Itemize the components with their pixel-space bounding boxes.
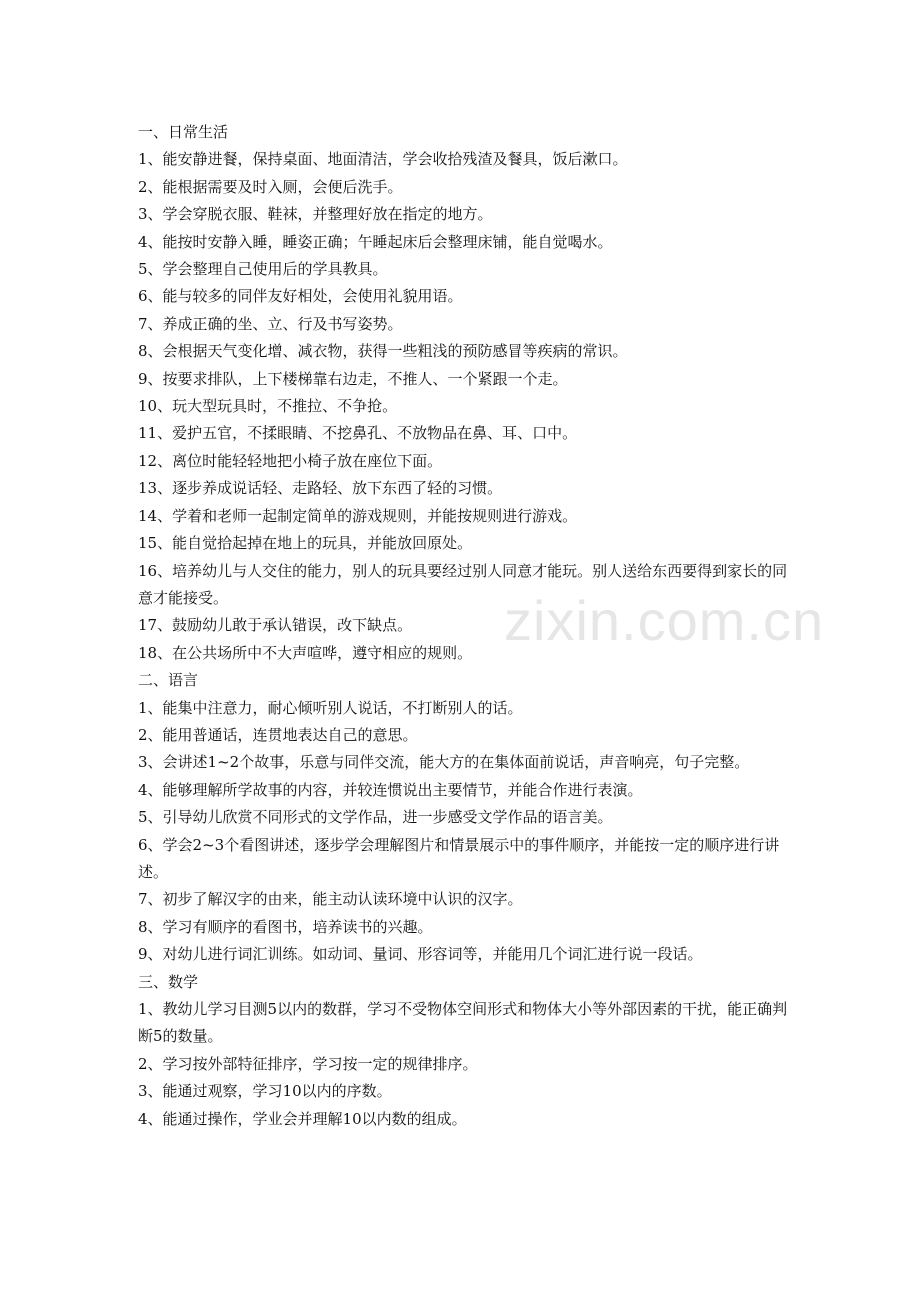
list-item: 10、玩大型玩具时，不推拉、不争抢。 (138, 397, 398, 416)
list-item: 2、能用普通话，连贯地表达自己的意思。 (138, 725, 418, 744)
list-item: 6、能与较多的同伴友好相处，会使用礼貌用语。 (138, 287, 463, 306)
list-item: 5、引导幼儿欣赏不同形式的文学作品，进一步感受文学作品的语言美。 (138, 808, 613, 827)
list-item: 15、能自觉拾起掉在地上的玩具，并能放回原处。 (138, 534, 473, 553)
document-body (138, 119, 788, 1133)
list-item: 4、能按时安静入睡，睡姿正确；午睡起床后会整理床铺，能自觉喝水。 (138, 232, 613, 251)
list-item: 8、会根据天气变化增、减衣物，获得一些粗浅的预防感冒等疾病的常识。 (138, 342, 628, 361)
list-item: 1、能安静进餐，保持桌面、地面清洁，学会收拾残渣及餐具，饭后漱口。 (138, 150, 628, 169)
list-item: 1、教幼儿学习目测5以内的数群，学习不受物体空间形式和物体大小等外部因素的干扰，能正确判断5的数量。 (138, 1000, 788, 1046)
list-item: 8、学习有顺序的看图书，培养读书的兴趣。 (138, 917, 433, 936)
list-item: 7、初步了解汉字的由来，能主动认读环境中认识的汉字。 (138, 890, 523, 909)
list-item: 18、在公共场所中不大声喧哗，遵守相应的规则。 (138, 643, 473, 662)
list-item: 11、爱护五官，不揉眼睛、不挖鼻孔、不放物品在鼻、耳、口中。 (138, 424, 578, 443)
list-item: 16、培养幼儿与人交住的能力，别人的玩具要经过别人同意才能玩。别人送给东西要得到家长的同意才能接受。 (138, 561, 788, 607)
list-item: 13、逐步养成说话轻、走路轻、放下东西了轻的习惯。 (138, 479, 503, 498)
list-item: 4、能通过操作，学业会并理解10以内数的组成。 (138, 1109, 467, 1128)
list-item: 3、会讲述1~2个故事，乐意与同伴交流，能大方的在集体面前说话，声音响亮，句子完整。 (138, 753, 750, 772)
list-item: 2、能根据需要及时入厕，会便后洗手。 (138, 177, 403, 196)
list-item: 6、学会2~3个看图讲述，逐步学会理解图片和情景展示中的事件顺序，并能按一定的顺序进行讲述。 (138, 835, 780, 881)
list-item: 9、按要求排队，上下楼梯靠右边走，不推人、一个紧跟一个走。 (138, 369, 568, 388)
list-item: 3、能通过观察，学习10以内的序数。 (138, 1082, 392, 1101)
list-item: 4、能够理解所学故事的内容，并较连惯说出主要情节，并能合作进行表演。 (138, 780, 643, 799)
list-item: 3、学会穿脱衣服、鞋袜，并整理好放在指定的地方。 (138, 205, 493, 224)
section-heading-math: 三、数学 (138, 972, 199, 991)
section-heading-daily-life: 一、日常生活 (138, 123, 229, 141)
list-item: 5、学会整理自己使用后的学具教具。 (138, 260, 388, 279)
list-item: 17、鼓励幼儿敢于承认错误，改下缺点。 (138, 616, 413, 635)
list-item: 1、能集中注意力，耐心倾听别人说话，不打断别人的话。 (138, 698, 523, 717)
list-item: 7、养成正确的坐、立、行及书写姿势。 (138, 314, 403, 333)
list-item: 14、学着和老师一起制定简单的游戏规则，并能按规则进行游戏。 (138, 506, 578, 525)
section-heading-language: 二、语言 (138, 671, 199, 690)
list-item: 12、离位时能轻轻地把小椅子放在座位下面。 (138, 451, 443, 470)
list-item: 9、对幼儿进行词汇训练。如动词、量词、形容词等，并能用几个词汇进行说一段话。 (138, 945, 703, 964)
list-item: 2、学习按外部特征排序，学习按一定的规律排序。 (138, 1054, 478, 1073)
watermark-text: zixin.com.cn (504, 589, 825, 652)
